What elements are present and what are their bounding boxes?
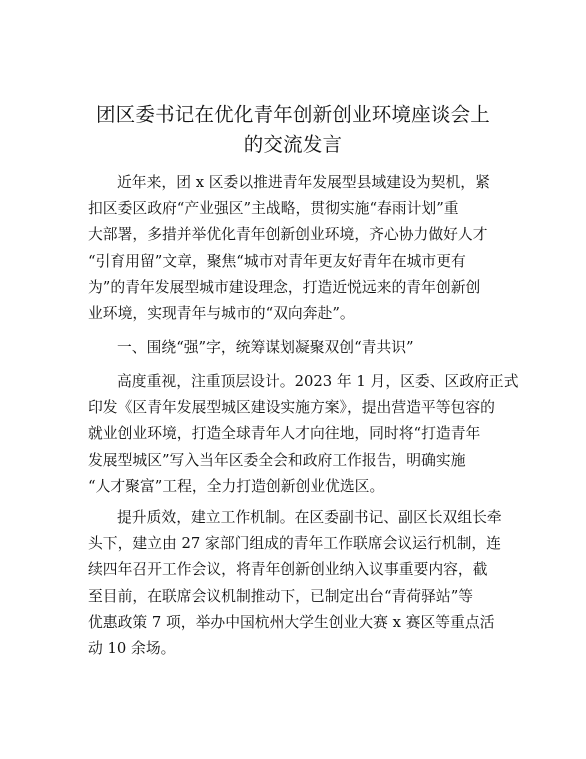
paragraph-line: 为”的青年发展型城市建设理念，打造近悦远来的青年创新创 [88,278,481,296]
paragraph-line: 头下，建立由 27 家部门组成的青年工作联席会议运行机制，连 [88,535,501,553]
paragraph-line: 高度重视，注重顶层设计。2023 年 1 月，区委、区政府正式 [117,373,519,390]
section-heading [88,335,508,361]
paragraph-line: 提升质效，建立工作机制。在区委副书记、副区长双组长牵 [117,509,502,526]
paragraph-line: 大部署，多措并举优化青年创新创业环境，齐心协力做好人才 [88,226,488,244]
paragraph-top-level-design [88,369,519,500]
paragraph-line: 扣区委区政府“产业强区”主战略，贯彻实施“春雨计划”重 [88,200,459,218]
paragraph-line: 就业创业环境，打造全球青年人才向往地，同时将“打造青年 [88,425,481,443]
paragraph-work-mechanism [88,505,508,662]
paragraph-line: 发展型城区”写入当年区委全会和政府工作报告，明确实施 [88,451,466,469]
paragraph-line: 至目前，在联席会议机制推动下，已制定出台“青荷驿站”等 [88,587,474,605]
paragraph-intro [88,170,508,327]
document-title-line-2: 的交流发言 [243,133,343,156]
paragraph-line: 印发《区青年发展型城区建设实施方案》，提出营造平等包容的 [88,399,495,417]
paragraph-line: 近年来，团 x 区委以推进青年发展型县域建设为契机，紧 [117,174,490,191]
paragraph-line: 优惠政策 7 项，举办中国杭州大学生创业大赛 x 赛区等重点活 [88,613,495,631]
paragraph-line: 动 10 余场。 [88,639,176,657]
section-heading-text: 一、围绕“强”字，统筹谋划凝聚双创“青共识” [117,339,414,356]
paragraph-line: 续四年召开工作会议，将青年创新创业纳入议事重要内容，截 [88,561,488,579]
paragraph-line: 业环境，实现青年与城市的“双向奔赴”。 [88,304,355,322]
paragraph-line: “引育用留”文章，聚焦“城市对青年更友好青年在城市更有 [88,252,466,270]
document-title-line-1: 团区委书记在优化青年创新创业环境座谈会上 [95,103,490,126]
paragraph-line: “人才聚富”工程，全力打造创新创业优选区。 [88,477,385,495]
